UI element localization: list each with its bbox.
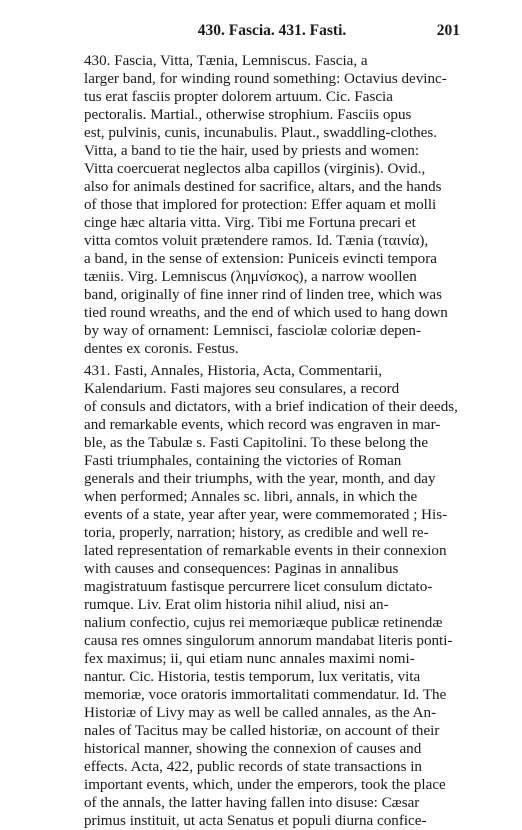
text-line: Fasti triumphales, containing the victories of Roman xyxy=(84,453,402,469)
page-number: 201 xyxy=(436,22,460,39)
text-line: of those that implored for protection: Effer aquam et molli xyxy=(84,197,437,213)
text-line: vitta comtos voluit prætendere ramos. Id. Tænia (ταινία), xyxy=(84,233,429,249)
running-title: 430. Fascia. 431. Fasti. xyxy=(197,22,347,39)
text-line: when performed; Annales sc. libri, annals, in which the xyxy=(84,489,418,505)
text-line: primus instituit, ut acta Senatus et populi diurna confice- xyxy=(84,813,427,829)
text-line: tied round wreaths, and the end of which used to hang down xyxy=(84,305,448,321)
text-line: memoriæ, voce oratoris immortalitati commendatur. Id. The xyxy=(84,687,447,703)
text-line: nalium confectio, cujus rei memoriæque publicæ retinendæ xyxy=(84,615,443,631)
text-line: Vitta, a band to tie the hair, used by priests and women: xyxy=(84,143,420,159)
text-line: historical manner, showing the connexion of causes and xyxy=(84,741,422,757)
text-line: lated representation of remarkable events in their connexion xyxy=(84,543,447,559)
text-line: Kalendarium. Fasti majores seu consulares, a record xyxy=(84,381,400,397)
page-header xyxy=(84,22,460,44)
text-line: rumque. Liv. Erat olim historia nihil aliud, nisi an- xyxy=(84,597,389,613)
text-line: nales of Tacitus may be called historiæ, on account of their xyxy=(84,723,440,739)
text-line: important events, which, under the emperors, took the place xyxy=(84,777,446,793)
text-line: ble, as the Tabulæ s. Fasti Capitolini. To these belong the xyxy=(84,435,429,451)
text-line: nantur. Cic. Historia, testis temporum, lux veritatis, vita xyxy=(84,669,421,685)
text-line: tus erat fasciis propter dolorem artuum. Cic. Fascia xyxy=(84,89,393,105)
paragraph-431 xyxy=(84,362,460,830)
text-line: band, originally of fine inner rind of linden tree, which was xyxy=(84,287,442,303)
text-line: and remarkable events, which record was engraven in mar- xyxy=(84,417,441,433)
text-line: pectoralis. Martial., otherwise strophium. Fasciis opus xyxy=(84,107,412,123)
text-line: dentes ex coronis. Festus. xyxy=(84,341,239,357)
text-line: cinge hæc altaria vitta. Virg. Tibi me Fortuna precari et xyxy=(84,215,416,231)
text-line: fex maximus; ii, qui etiam nunc annales maximi nomi- xyxy=(84,651,415,667)
text-line: a band, in the sense of extension: Puniceis evincti tempora xyxy=(84,251,437,267)
text-line: toria, properly, narration; history, as credible and well re- xyxy=(84,525,429,541)
text-line: causa res omnes singulorum annorum mandabat literis ponti- xyxy=(84,633,453,649)
text-line: events of a state, year after year, were commemorated ; His- xyxy=(84,507,448,523)
text-line: est, pulvinis, cunis, incunabulis. Plaut., swaddling-clothes. xyxy=(84,125,437,141)
text-line: larger band, for winding round something: Octavius devinc- xyxy=(84,71,447,87)
text-line: 431. Fasti, Annales, Historia, Acta, Commentarii, xyxy=(84,363,383,379)
text-line: also for animals destined for sacrifice, altars, and the hands xyxy=(84,179,442,195)
text-line: Historiæ of Livy may as well be called annales, as the An- xyxy=(84,705,437,721)
text-line: effects. Acta, 422, public records of state transactions in xyxy=(84,759,422,775)
text-line: magistratuum fastisque percurrere licet consulum dictato- xyxy=(84,579,433,595)
text-line: tæniis. Virg. Lemniscus (λημνίσκος), a narrow woollen xyxy=(84,269,417,285)
text-line: 430. Fascia, Vitta, Tænia, Lemniscus. Fascia, a xyxy=(84,53,368,69)
text-line: of the annals, the latter having fallen into disuse: Cæsar xyxy=(84,795,420,811)
text-line: generals and their triumphs, with the year, month, and day xyxy=(84,471,436,487)
text-line: by way of ornament: Lemnisci, fasciolæ coloriæ depen- xyxy=(84,323,422,339)
text-line: with causes and consequences: Paginas in annalibus xyxy=(84,561,399,577)
text-line: of consuls and dictators, with a brief indication of their deeds, xyxy=(84,399,458,415)
paragraph-430 xyxy=(84,52,460,358)
text-line: Vitta coercuerat neglectos alba capillos (virginis). Ovid., xyxy=(84,161,426,177)
page-body xyxy=(84,52,460,830)
